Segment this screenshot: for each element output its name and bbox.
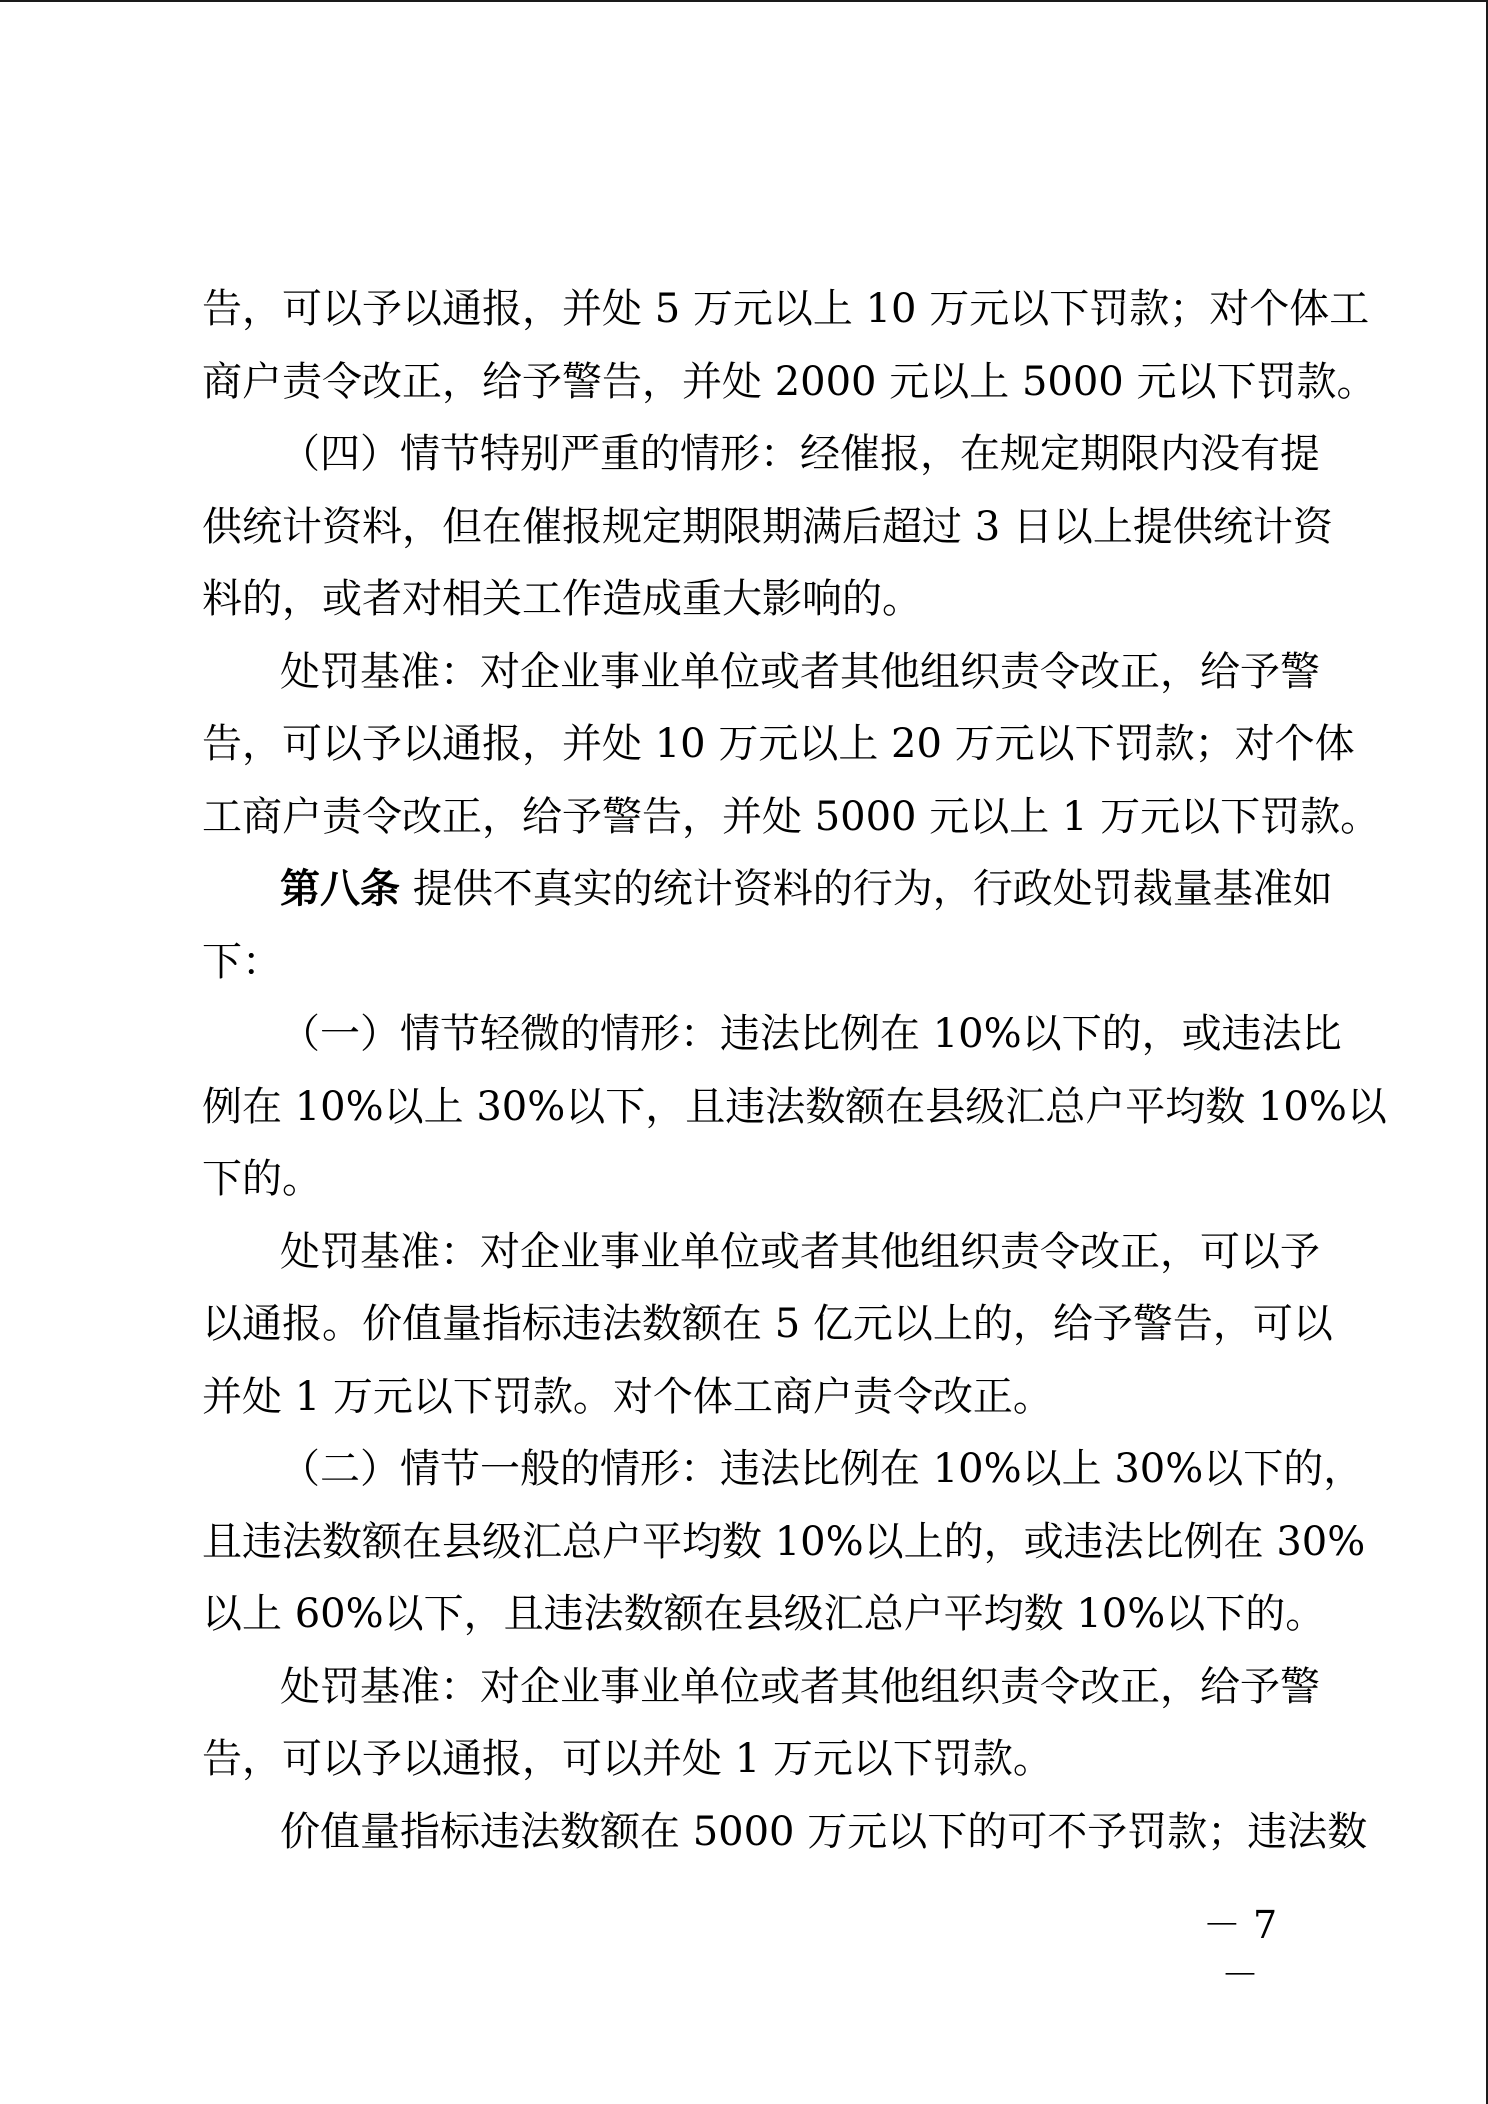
text-line: 料的，或者对相关工作造成重大影响的。 <box>202 576 922 622</box>
text-line: 告，可以予以通报，可以并处 1 万元以下罚款。 <box>202 1736 1053 1782</box>
text-line: 供统计资料，但在催报规定期限期满后超过 3 日以上提供统计资 <box>202 503 1333 550</box>
article-heading: 第八条 <box>280 866 400 912</box>
text-line: 下的。 <box>202 1156 322 1202</box>
text-line: 处罚基准：对企业事业单位或者其他组织责令改正，给予警 <box>280 648 1320 695</box>
page-number: － 7 － <box>1202 1903 1278 1997</box>
text-line: 商户责令改正，给予警告，并处 2000 元以上 5000 元以下罚款。 <box>202 358 1377 405</box>
document-body <box>202 273 1387 1868</box>
text-line: 工商户责令改正，给予警告，并处 5000 元以上 1 万元以下罚款。 <box>202 793 1381 840</box>
text-line: 告，可以予以通报，并处 5 万元以上 10 万元以下罚款；对个体工 <box>202 286 1370 332</box>
page-border-top <box>0 0 1488 2</box>
text-line: 下： <box>202 938 282 985</box>
text-line: 处罚基准：对企业事业单位或者其他组织责令改正，给予警 <box>280 1663 1320 1710</box>
text-line: 且违法数额在县级汇总户平均数 10%以上的，或违法比例在 30% <box>202 1518 1366 1565</box>
text-line: 告，可以予以通报，并处 10 万元以上 20 万元以下罚款；对个体 <box>202 721 1355 767</box>
text-line: 并处 1 万元以下罚款。对个体工商户责令改正。 <box>202 1373 1053 1420</box>
text-line: （二）情节一般的情形：违法比例在 10%以上 30%以下的， <box>280 1446 1364 1492</box>
text-line: 以通报。价值量指标违法数额在 5 亿元以上的，给予警告，可以 <box>202 1301 1333 1347</box>
text-line: 处罚基准：对企业事业单位或者其他组织责令改正，可以予 <box>280 1228 1320 1275</box>
article-line <box>202 853 1333 926</box>
article-text: 提供不真实的统计资料的行为，行政处罚裁量基准如 <box>412 866 1333 912</box>
text-line: （四）情节特别严重的情形：经催报，在规定期限内没有提 <box>280 431 1320 477</box>
text-line: 以上 60%以下，且违法数额在县级汇总户平均数 10%以下的。 <box>202 1591 1326 1637</box>
text-line: 价值量指标违法数额在 5000 万元以下的可不予罚款；违法数 <box>280 1808 1368 1855</box>
text-line: 例在 10%以上 30%以下，且违法数额在县级汇总户平均数 10%以 <box>202 1083 1387 1130</box>
text-line: （一）情节轻微的情形：违法比例在 10%以下的，或违法比 <box>280 1011 1342 1057</box>
